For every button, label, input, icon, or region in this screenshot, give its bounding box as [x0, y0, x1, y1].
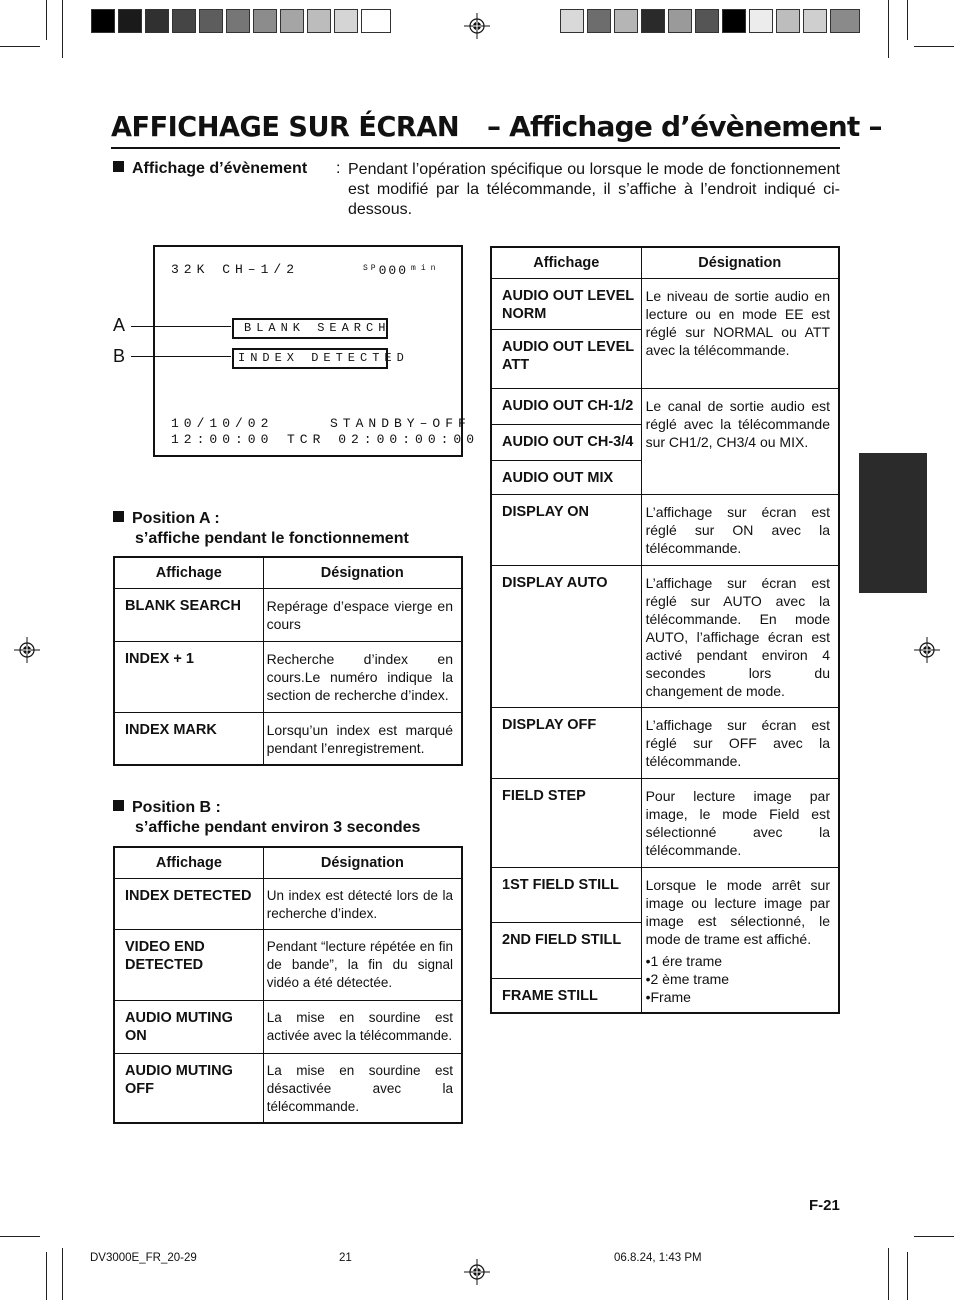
square-bullet-icon: [113, 800, 124, 811]
square-bullet-icon: [113, 161, 124, 172]
table-row: AUDIO OUT LEVEL ATT: [491, 330, 839, 389]
right-designation-table: [490, 246, 840, 1014]
position-b-table: [113, 846, 463, 1124]
title-rule: [111, 147, 840, 149]
position-a-table: [113, 556, 463, 766]
list-item: •Frame: [645, 989, 691, 1005]
page-number: F-21: [809, 1197, 840, 1214]
table-row: AUDIO MUTING ON La mise en sourdine est activée avec la télécommande.: [114, 1001, 462, 1054]
osd-tcr: TCR 02:00:00:00: [287, 432, 480, 447]
table-header-designation: Désignation: [641, 247, 839, 279]
marker-b-line: [131, 356, 231, 357]
registration-mark-icon: [914, 637, 940, 663]
osd-top-right: $^{SP}$000 $^{min}$: [363, 263, 441, 278]
footer-date: 06.8.24, 1:43 PM: [614, 1252, 702, 1264]
still-bullet-list: [646, 952, 830, 1006]
list-item: •1 ére trame: [645, 953, 723, 969]
table-header-affichage: Affichage: [114, 847, 263, 879]
osd-date: 10/10/02: [171, 416, 274, 431]
list-item: •2 ème trame: [645, 971, 730, 987]
registration-mark-icon: [464, 1259, 490, 1285]
table-row: 2ND FIELD STILL: [491, 923, 839, 978]
table-row: BLANK SEARCH Repérage d’espace vierge en cours: [114, 589, 462, 642]
table-row: FIELD STEP Pour lecture image par image, le mode Field est sélectionné avec la télécommande.: [491, 779, 839, 868]
table-row: AUDIO OUT MIX: [491, 461, 839, 495]
table-row: INDEX MARK Lorsqu’un index est marqué pendant l’enregistrement.: [114, 713, 462, 765]
table-header-designation: Désignation: [263, 557, 462, 589]
table-row: AUDIO OUT CH-3/4: [491, 425, 839, 461]
table-row: DISPLAY AUTO L’affichage sur écran est réglé sur AUTO avec la télécommande. En mode AUTO, l’affichage écran est activé pendant environ 4 secondes lors du changement de mode.: [491, 566, 839, 708]
table-row: FRAME STILL: [491, 978, 839, 1013]
page-title: AFFICHAGE SUR ÉCRAN: [111, 110, 460, 143]
osd-top-left: 32K CH–1/2: [171, 262, 300, 277]
intro-text: Pendant l’opération spécifique ou lorsque le mode de fonctionnement est modifié par la télécommande, il s’affiche à l’endroit indiqué ci-dessous.: [348, 161, 840, 218]
marker-b-label: B: [113, 346, 126, 366]
table-row: DISPLAY OFF L’affichage sur écran est réglé sur OFF avec la télécommande.: [491, 708, 839, 779]
table-header-affichage: Affichage: [491, 247, 641, 279]
table-row: INDEX + 1 Recherche d’index en cours.Le numéro indique la section de recherche d’index.: [114, 642, 462, 713]
osd-time: 12:00:00: [171, 432, 274, 447]
table-row: VIDEO END DETECTED Pendant “lecture répétée en fin de bande”, la fin du signal vidéo a été détectée.: [114, 930, 462, 1001]
page-subtitle: – Affichage d’évènement –: [487, 110, 882, 143]
square-bullet-icon: [113, 511, 124, 522]
table-row: DISPLAY ON L’affichage sur écran est réglé sur ON avec la télécommande.: [491, 495, 839, 566]
osd-standby: STANDBY–OFF: [330, 416, 471, 431]
registration-mark-icon: [14, 637, 40, 663]
position-b-heading: Position B : s’affiche pendant environ 3 secondes: [113, 798, 420, 838]
table-row: AUDIO OUT LEVEL NORM Le niveau de sortie audio en lecture ou en mode EE est réglé sur NORMAL ou ATT avec la télécommande.: [491, 279, 839, 330]
still-description: Lorsque le mode arrêt sur image ou lecture image par image est sélectionné, le mode de trame est affiché.: [645, 877, 830, 947]
table-row: 1ST FIELD STILL Lorsque le mode arrêt sur image ou lecture image par image est sélectionné, le mode de trame est affiché. •1 ére trame •2 ème trame •Frame: [491, 868, 839, 923]
table-header-affichage: Affichage: [114, 557, 263, 589]
osd-blank-search-box: BLANK SEARCH: [232, 318, 388, 339]
intro-colon: :: [336, 160, 341, 177]
table-row: AUDIO MUTING OFF La mise en sourdine est désactivée avec la télécommande.: [114, 1054, 462, 1124]
table-row: AUDIO OUT CH-1/2 Le canal de sortie audio est réglé avec la télécommande sur CH1/2, CH3/4 ou MIX.: [491, 389, 839, 425]
registration-mark-icon: [464, 13, 490, 39]
chapter-side-tab: [859, 453, 927, 593]
table-header-designation: Désignation: [263, 847, 462, 879]
position-a-heading: Position A : s’affiche pendant le fonctionnement: [113, 509, 409, 549]
footer-file: DV3000E_FR_20-29: [90, 1252, 197, 1264]
marker-a-label: A: [113, 315, 126, 335]
table-row: INDEX DETECTED Un index est détecté lors de la recherche d’index.: [114, 879, 462, 930]
footer-sheet: 21: [339, 1252, 352, 1264]
marker-a-line: [131, 326, 231, 327]
osd-screen-illustration: [153, 245, 480, 457]
intro-label: Affichage d’évènement: [113, 160, 307, 178]
osd-index-detected-box: INDEX DETECTED: [232, 348, 388, 369]
